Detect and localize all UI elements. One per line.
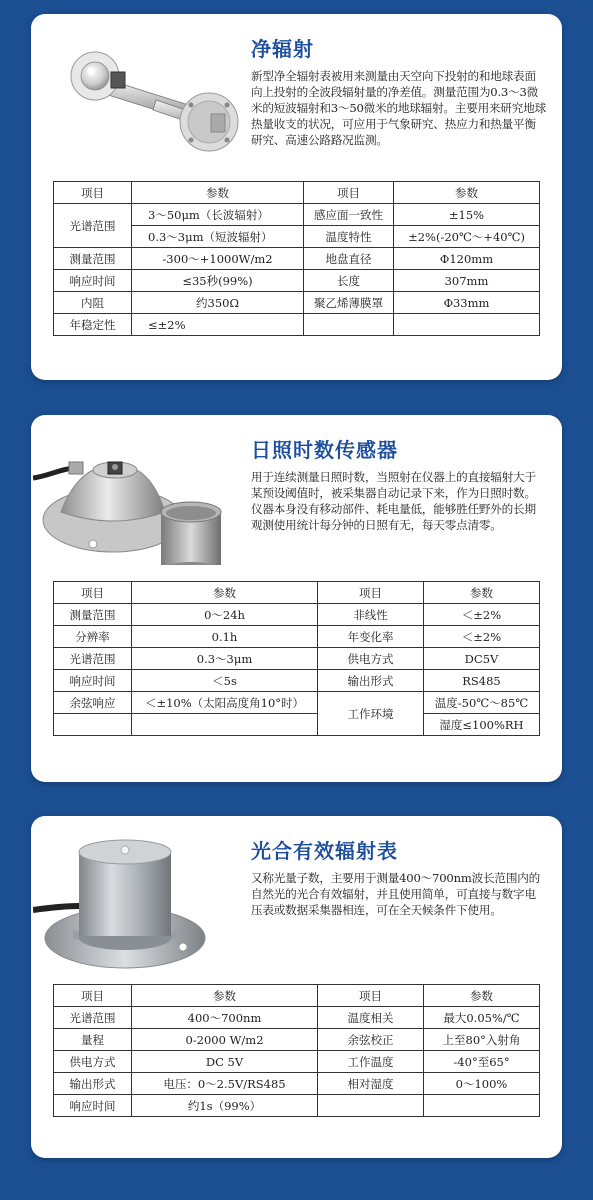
table-cell: 响应时间 xyxy=(54,1095,132,1117)
table-row xyxy=(54,714,540,736)
table-row xyxy=(54,1029,540,1051)
table-cell: 3～50μm（长波辐射） xyxy=(132,204,304,226)
product-description: 又称光量子数，主要用于测量400～700nm波长范围内的自然光的光合有效辐射，并且使用简单，可直接与数字电压表或数据采集器相连，可在全天候条件下使用。 xyxy=(251,871,540,917)
table-cell: 相对湿度 xyxy=(318,1073,424,1095)
table-cell: RS485 xyxy=(424,670,540,692)
header-cell: 参数 xyxy=(132,582,318,604)
table-cell: 非线性 xyxy=(318,604,424,626)
table-cell: 约350Ω xyxy=(132,292,304,314)
table-row xyxy=(54,1073,540,1095)
product-description: 用于连续测量日照时数，当照射在仪器上的直接辐射大于某预设阈值时，被采集器自动记录下来，作为日照时数。仪器本身没有移动部件、耗电量低，能够胜任野外的长期观测使用统计每分钟的日照有无，每天零点清零。 xyxy=(251,470,536,532)
product-description: 新型净全辐射表被用来测量由天空向下投射的和地球表面向上投射的全波段辐射量的净差值。测量范围为0.3～3微米的短波辐射和3～50微米的地球辐射。主要用来研究地球热量收支的状况，可应用于气象研究、热应力和热量平衡研究、高速公路路况监测。 xyxy=(251,69,546,147)
header-cell: 参数 xyxy=(132,182,304,204)
table-cell: 年变化率 xyxy=(318,626,424,648)
spec-table xyxy=(53,984,540,1117)
product-card-sunshine-sensor xyxy=(31,415,562,782)
table-cell: 分辨率 xyxy=(54,626,132,648)
table-cell: DC 5V xyxy=(132,1051,318,1073)
table-cell xyxy=(304,314,394,336)
table-cell: 400～700nm xyxy=(132,1007,318,1029)
table-row xyxy=(54,292,540,314)
table-cell xyxy=(424,1095,540,1117)
table-cell: 0～100% xyxy=(424,1073,540,1095)
table-row xyxy=(54,270,540,292)
table-cell: 0～24h xyxy=(132,604,318,626)
table-cell: 电压：0～2.5V/RS485 xyxy=(132,1073,318,1095)
header-cell: 项目 xyxy=(54,582,132,604)
table-cell: 光谱范围 xyxy=(54,204,132,248)
product-title: 净辐射 xyxy=(251,37,314,61)
header-cell: 项目 xyxy=(318,985,424,1007)
table-cell: 长度 xyxy=(304,270,394,292)
table-cell: 工作温度 xyxy=(318,1051,424,1073)
table-cell: ±15% xyxy=(394,204,540,226)
table-cell: 约1s（99%） xyxy=(132,1095,318,1117)
table-cell: 测量范围 xyxy=(54,248,132,270)
spec-table xyxy=(53,581,540,736)
table-cell: 光谱范围 xyxy=(54,1007,132,1029)
table-cell: Φ120mm xyxy=(394,248,540,270)
table-cell xyxy=(318,1095,424,1117)
product-title: 光合有效辐射表 xyxy=(251,839,398,863)
table-row xyxy=(54,314,540,336)
header-cell: 项目 xyxy=(318,582,424,604)
table-cell: 余弦校正 xyxy=(318,1029,424,1051)
table-cell: ＜±10%（太阳高度角10°时） xyxy=(132,692,318,714)
table-row xyxy=(54,648,540,670)
header-cell: 项目 xyxy=(54,985,132,1007)
table-cell: 0.3～3μm xyxy=(132,648,318,670)
table-cell: DC5V xyxy=(424,648,540,670)
table-cell: 地盘直径 xyxy=(304,248,394,270)
table-cell: 输出形式 xyxy=(54,1073,132,1095)
table-cell: 工作环境 xyxy=(318,692,424,736)
header-cell: 参数 xyxy=(424,582,540,604)
table-cell: 响应时间 xyxy=(54,270,132,292)
table-row xyxy=(54,204,540,226)
table-cell xyxy=(394,314,540,336)
table-header-row xyxy=(54,182,540,204)
sunshine-sensor-photo xyxy=(33,440,243,565)
table-cell: 供电方式 xyxy=(54,1051,132,1073)
table-cell: ±2%(-20℃～+40℃) xyxy=(394,226,540,248)
table-row xyxy=(54,604,540,626)
table-cell: Φ33mm xyxy=(394,292,540,314)
header-cell: 参数 xyxy=(132,985,318,1007)
table-cell: 余弦响应 xyxy=(54,692,132,714)
table-cell xyxy=(54,714,132,736)
net-radiometer-photo xyxy=(61,42,246,164)
table-cell: 307mm xyxy=(394,270,540,292)
product-title: 日照时数传感器 xyxy=(251,438,398,462)
table-cell: 湿度≤100%RH xyxy=(424,714,540,736)
table-cell: -40°至65° xyxy=(424,1051,540,1073)
table-cell: 聚乙烯薄膜罩 xyxy=(304,292,394,314)
table-cell: 感应面一致性 xyxy=(304,204,394,226)
table-row xyxy=(54,1007,540,1029)
table-cell: 供电方式 xyxy=(318,648,424,670)
spec-table xyxy=(53,181,540,336)
table-cell: ≤35秒(99%) xyxy=(132,270,304,292)
par-radiometer-photo xyxy=(33,830,233,975)
table-cell: 光谱范围 xyxy=(54,648,132,670)
table-cell: 测量范围 xyxy=(54,604,132,626)
table-cell: ＜±2% xyxy=(424,626,540,648)
header-cell: 参数 xyxy=(424,985,540,1007)
table-cell: 0-2000 W/m2 xyxy=(132,1029,318,1051)
table-cell: 输出形式 xyxy=(318,670,424,692)
table-cell: ≤±2% xyxy=(132,314,304,336)
table-cell: 上至80°入射角 xyxy=(424,1029,540,1051)
header-cell: 项目 xyxy=(54,182,132,204)
table-cell: ＜5s xyxy=(132,670,318,692)
table-header-row xyxy=(54,985,540,1007)
table-row xyxy=(54,670,540,692)
table-cell: -300～+1000W/m2 xyxy=(132,248,304,270)
product-card-net-radiation xyxy=(31,14,562,380)
table-cell: 0.1h xyxy=(132,626,318,648)
table-cell: 0.3～3μm（短波辐射） xyxy=(132,226,304,248)
table-cell: 温度相关 xyxy=(318,1007,424,1029)
header-cell: 项目 xyxy=(304,182,394,204)
table-header-row xyxy=(54,582,540,604)
table-cell: 量程 xyxy=(54,1029,132,1051)
table-cell: 温度特性 xyxy=(304,226,394,248)
table-cell: 年稳定性 xyxy=(54,314,132,336)
table-cell xyxy=(132,714,318,736)
table-cell: 内阻 xyxy=(54,292,132,314)
product-card-par-radiometer xyxy=(31,816,562,1158)
table-cell: ＜±2% xyxy=(424,604,540,626)
table-cell: 响应时间 xyxy=(54,670,132,692)
table-row xyxy=(54,692,540,714)
table-cell: 温度-50℃～85℃ xyxy=(424,692,540,714)
table-cell: 最大0.05%/℃ xyxy=(424,1007,540,1029)
table-row xyxy=(54,1095,540,1117)
header-cell: 参数 xyxy=(394,182,540,204)
table-row xyxy=(54,248,540,270)
table-row xyxy=(54,626,540,648)
table-row xyxy=(54,1051,540,1073)
